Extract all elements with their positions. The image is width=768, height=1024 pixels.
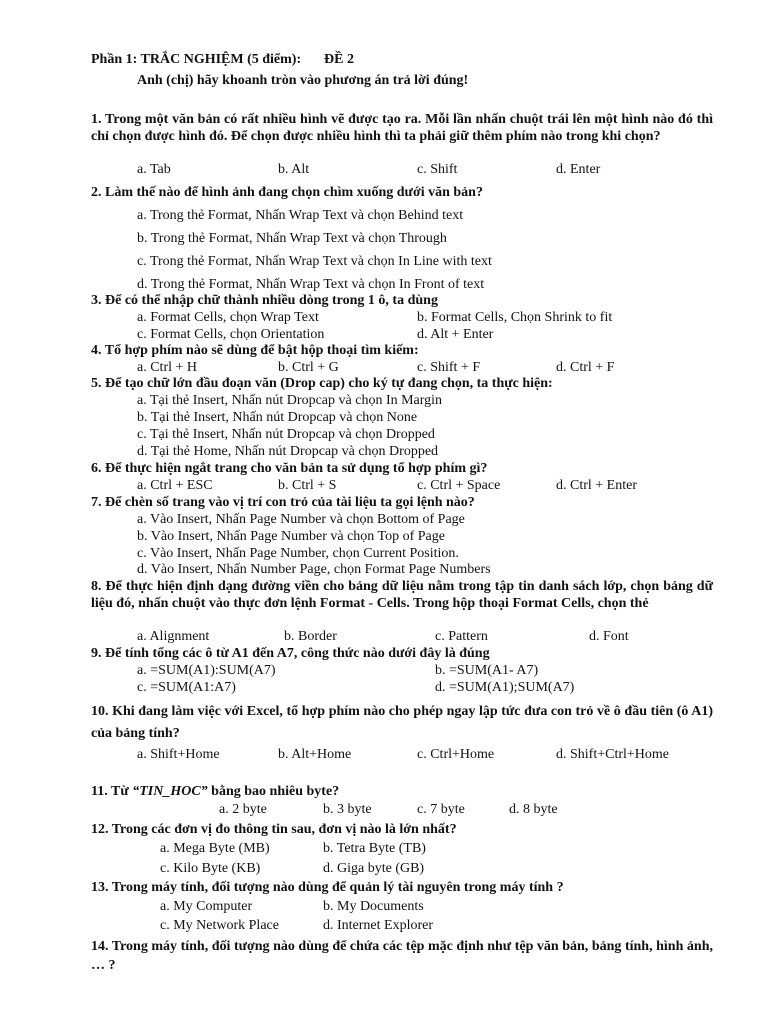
question-7: 7. Để chèn số trang vào vị trí con trỏ của tài liệu ta gọi lệnh nào? bbox=[91, 495, 475, 510]
q2-option-b[interactable]: b. Trong thẻ Format, Nhấn Wrap Text và chọn Through bbox=[137, 231, 447, 246]
q5-option-b[interactable]: b. Tại thẻ Insert, Nhấn nút Dropcap và chọn None bbox=[137, 410, 418, 425]
question-2: 2. Làm thế nào để hình ảnh đang chọn chìm xuống dưới văn bản? bbox=[91, 185, 483, 200]
q10-option-d[interactable]: d. Shift+Ctrl+Home bbox=[556, 747, 670, 762]
question-3: 3. Để có thể nhập chữ thành nhiều dòng trong 1 ô, ta dùng bbox=[91, 293, 438, 308]
question-13: 13. Trong máy tính, đối tượng nào dùng để quản lý tài nguyên trong máy tính ? bbox=[91, 880, 564, 895]
q3-option-a[interactable]: a. Format Cells, chọn Wrap Text bbox=[137, 310, 319, 325]
question-1: 1. Trong một văn bản có rất nhiều hình vẽ được tạo ra. Mỗi lần nhấn chuột trái lên một hình nào đó thì chỉ chọn được hình đó. Để chọn được nhiều hình thì ta phải giữ thêm phím nào trong khi chọn? bbox=[91, 112, 713, 144]
q7-option-b[interactable]: b. Vào Insert, Nhấn Page Number và chọn Top of Page bbox=[137, 529, 445, 544]
q11-option-a[interactable]: a. 2 byte bbox=[219, 802, 267, 817]
q12-option-b[interactable]: b. Tetra Byte (TB) bbox=[323, 841, 426, 856]
instruction: Anh (chị) hãy khoanh tròn vào phương án trả lời đúng! bbox=[137, 73, 469, 88]
q9-option-a[interactable]: a. =SUM(A1):SUM(A7) bbox=[137, 663, 276, 678]
q7-option-c[interactable]: c. Vào Insert, Nhấn Page Number, chọn Current Position. bbox=[137, 546, 459, 561]
q10-option-a[interactable]: a. Shift+Home bbox=[137, 747, 220, 762]
q2-option-a[interactable]: a. Trong thẻ Format, Nhấn Wrap Text và chọn Behind text bbox=[137, 208, 464, 223]
q6-option-c[interactable]: c. Ctrl + Space bbox=[417, 478, 501, 493]
q8-option-c[interactable]: c. Pattern bbox=[435, 629, 488, 644]
question-12: 12. Trong các đơn vị đo thông tin sau, đơn vị nào là lớn nhất? bbox=[91, 822, 457, 837]
q5-option-a[interactable]: a. Tại thẻ Insert, Nhấn nút Dropcap và chọn In Margin bbox=[137, 393, 443, 408]
question-11: 11. Từ “TIN_HOC” bằng bao nhiêu byte? bbox=[91, 784, 340, 799]
q1-option-b[interactable]: b. Alt bbox=[278, 162, 310, 177]
question-4: 4. Tổ hợp phím nào sẽ dùng để bật hộp thoại tìm kiếm: bbox=[91, 343, 419, 358]
q8-option-b[interactable]: b. Border bbox=[284, 629, 337, 644]
q12-option-c[interactable]: c. Kilo Byte (KB) bbox=[160, 861, 261, 876]
q4-option-b[interactable]: b. Ctrl + G bbox=[278, 360, 339, 375]
q9-option-d[interactable]: d. =SUM(A1);SUM(A7) bbox=[435, 680, 575, 695]
q3-option-c[interactable]: c. Format Cells, chọn Orientation bbox=[137, 327, 325, 342]
q12-option-a[interactable]: a. Mega Byte (MB) bbox=[160, 841, 270, 856]
q13-option-d[interactable]: d. Internet Explorer bbox=[323, 918, 434, 933]
q7-option-a[interactable]: a. Vào Insert, Nhấn Page Number và chọn Bottom of Page bbox=[137, 512, 465, 527]
q13-option-a[interactable]: a. My Computer bbox=[160, 899, 253, 914]
q9-option-c[interactable]: c. =SUM(A1:A7) bbox=[137, 680, 236, 695]
q2-option-c[interactable]: c. Trong thẻ Format, Nhấn Wrap Text và chọn In Line with text bbox=[137, 254, 492, 269]
q13-option-c[interactable]: c. My Network Place bbox=[160, 918, 279, 933]
q11-option-d[interactable]: d. 8 byte bbox=[509, 802, 558, 817]
q3-option-d[interactable]: d. Alt + Enter bbox=[417, 327, 494, 342]
q5-option-d[interactable]: d. Tại thẻ Home, Nhấn nút Dropcap và chọn Dropped bbox=[137, 444, 439, 459]
question-14: 14. Trong máy tính, đối tượng nào dùng để chứa các tệp mặc định như tệp văn bản, bảng tính, hình ảnh, … ? bbox=[91, 939, 713, 973]
q1-option-a[interactable]: a. Tab bbox=[137, 162, 171, 177]
q4-option-d[interactable]: d. Ctrl + F bbox=[556, 360, 615, 375]
question-6: 6. Để thực hiện ngắt trang cho văn bản ta sử dụng tổ hợp phím gì? bbox=[91, 461, 488, 476]
q10-option-c[interactable]: c. Ctrl+Home bbox=[417, 747, 495, 762]
q1-option-c[interactable]: c. Shift bbox=[417, 162, 458, 177]
q6-option-b[interactable]: b. Ctrl + S bbox=[278, 478, 337, 493]
question-5: 5. Để tạo chữ lớn đầu đoạn văn (Drop cap) cho ký tự đang chọn, ta thực hiện: bbox=[91, 376, 553, 391]
q7-option-d[interactable]: d. Vào Insert, Nhấn Number Page, chọn Format Page Numbers bbox=[137, 562, 491, 577]
q5-option-c[interactable]: c. Tại thẻ Insert, Nhấn nút Dropcap và chọn Dropped bbox=[137, 427, 435, 442]
question-8: 8. Để thực hiện định dạng đường viền cho bảng dữ liệu nằm trong tập tin danh sách lớp, chọn bảng dữ liệu đó, nhấn chuột vào thực đơn lệnh Format - Cells. Trong hộp thoại Format Cells, chọn thẻ bbox=[91, 579, 713, 611]
q8-option-a[interactable]: a. Alignment bbox=[137, 629, 210, 644]
q11-term: “TIN_HOC” bbox=[132, 784, 208, 799]
q10-option-b[interactable]: b. Alt+Home bbox=[278, 747, 352, 762]
q13-option-b[interactable]: b. My Documents bbox=[323, 899, 424, 914]
q4-option-c[interactable]: c. Shift + F bbox=[417, 360, 481, 375]
q2-option-d[interactable]: d. Trong thẻ Format, Nhấn Wrap Text và chọn In Front of text bbox=[137, 277, 485, 292]
question-10: 10. Khi đang làm việc với Excel, tổ hợp phím nào cho phép ngay lập tức đưa con trỏ về ô đầu tiên (ô A1) của bảng tính? bbox=[91, 704, 713, 741]
q6-option-a[interactable]: a. Ctrl + ESC bbox=[137, 478, 213, 493]
q6-option-d[interactable]: d. Ctrl + Enter bbox=[556, 478, 637, 493]
q8-option-d[interactable]: d. Font bbox=[589, 629, 629, 644]
q9-option-b[interactable]: b. =SUM(A1- A7) bbox=[435, 663, 539, 678]
q12-option-d[interactable]: d. Giga byte (GB) bbox=[323, 861, 425, 876]
q11-option-c[interactable]: c. 7 byte bbox=[417, 802, 465, 817]
exam-code: ĐỀ 2 bbox=[324, 52, 354, 67]
section-title: Phần 1: TRẮC NGHIỆM (5 điểm): bbox=[91, 52, 302, 67]
q3-option-b[interactable]: b. Format Cells, Chọn Shrink to fit bbox=[417, 310, 613, 325]
q1-option-d[interactable]: d. Enter bbox=[556, 162, 601, 177]
question-9: 9. Để tính tổng các ô từ A1 đến A7, công thức nào dưới đây là đúng bbox=[91, 646, 490, 661]
q11-option-b[interactable]: b. 3 byte bbox=[323, 802, 372, 817]
q4-option-a[interactable]: a. Ctrl + H bbox=[137, 360, 197, 375]
